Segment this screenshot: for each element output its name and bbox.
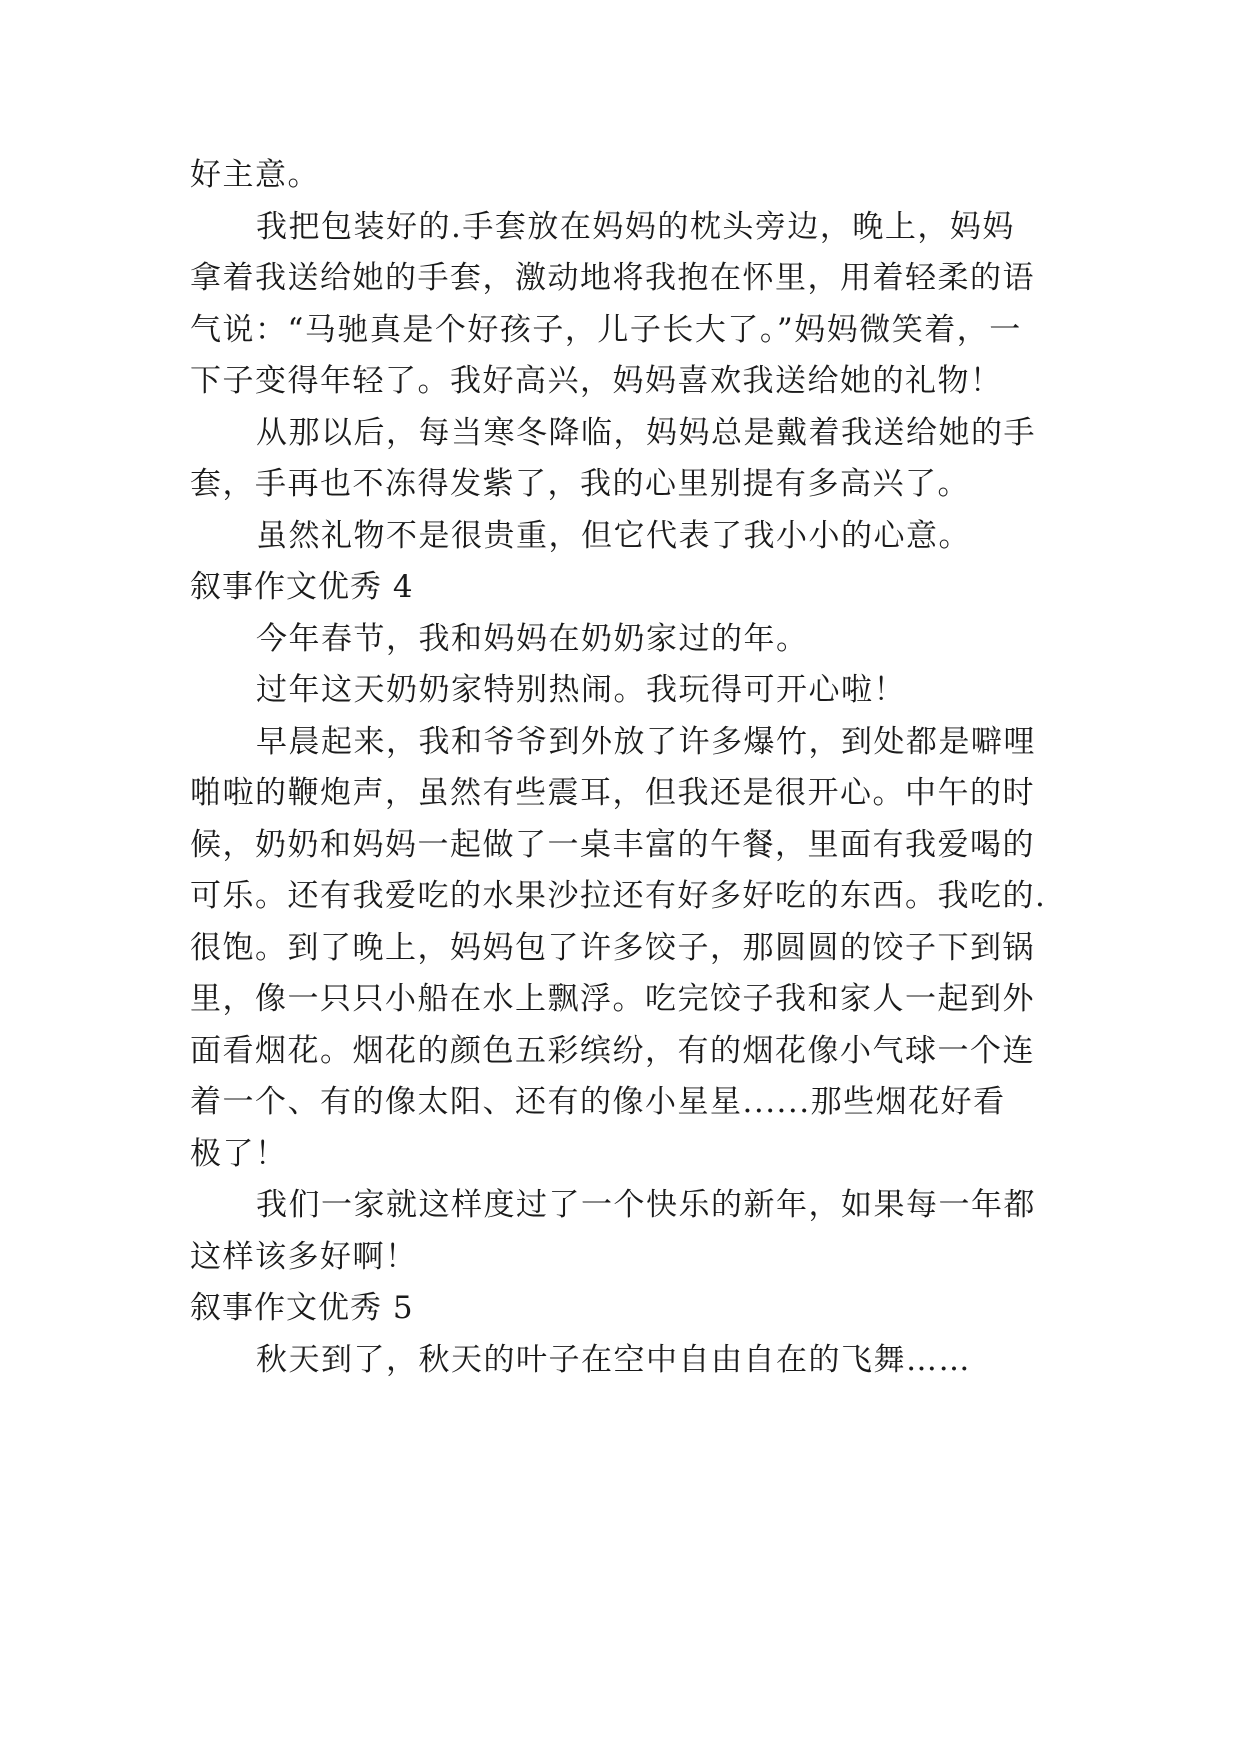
text-line: 拿着我送给她的手套，激动地将我抱在怀里，用着轻柔的语	[190, 260, 1035, 296]
text-line: 套，手再也不冻得发紫了，我的心里别提有多高兴了。	[190, 466, 970, 502]
paragraph-start: 我把包装好的.手套放在妈妈的枕头旁边，晚上，妈妈	[256, 208, 1015, 245]
text-line: 这样该多好啊！	[190, 1238, 418, 1275]
text-line: 可乐。还有我爱吃的水果沙拉还有好多好吃的东西。我吃的.	[190, 878, 1047, 914]
text-line: 好主意。	[190, 157, 320, 193]
text-line: 着一个、有的像太阳、还有的像小星星......那些烟花好看	[190, 1084, 1006, 1120]
paragraph-start: 秋天到了，秋天的叶子在空中自由自在的飞舞……	[256, 1341, 971, 1378]
paragraph-start: 我们一家就这样度过了一个快乐的新年，如果每一年都	[256, 1187, 1036, 1223]
paragraph-start: 从那以后，每当寒冬降临，妈妈总是戴着我送给她的手	[256, 414, 1036, 451]
text-line: 面看烟花。烟花的颜色五彩缤纷，有的烟花像小气球一个连	[190, 1032, 1035, 1069]
section-heading: 叙事作文优秀 4	[190, 569, 414, 605]
paragraph-start: 虽然礼物不是很贵重，但它代表了我小小的心意。	[256, 517, 971, 554]
paragraph-start: 过年这天奶奶家特别热闹。我玩得可开心啦！	[256, 672, 906, 708]
text-line: 候，奶奶和妈妈一起做了一桌丰富的午餐，里面有我爱喝的	[190, 826, 1035, 863]
section-heading: 叙事作文优秀 5	[190, 1290, 414, 1326]
text-line: 很饱。到了晚上，妈妈包了许多饺子，那圆圆的饺子下到锅	[190, 929, 1035, 966]
paragraph-start: 早晨起来，我和爷爷到外放了许多爆竹，到处都是噼哩	[256, 723, 1036, 760]
document-page	[190, 150, 1050, 1386]
text-line: 里，像一只只小船在水上飘浮。吃完饺子我和家人一起到外	[190, 981, 1035, 1017]
text-line: 极了！	[190, 1135, 288, 1172]
paragraph-start: 今年春节，我和妈妈在奶奶家过的年。	[256, 620, 809, 657]
text-line: 啪啦的鞭炮声，虽然有些震耳，但我还是很开心。中午的时	[190, 775, 1035, 811]
text-line: 气说：“马驰真是个好孩子，儿子长大了。”妈妈微笑着，一	[190, 311, 1022, 348]
text-line: 下子变得年轻了。我好高兴，妈妈喜欢我送给她的礼物！	[190, 363, 1003, 399]
